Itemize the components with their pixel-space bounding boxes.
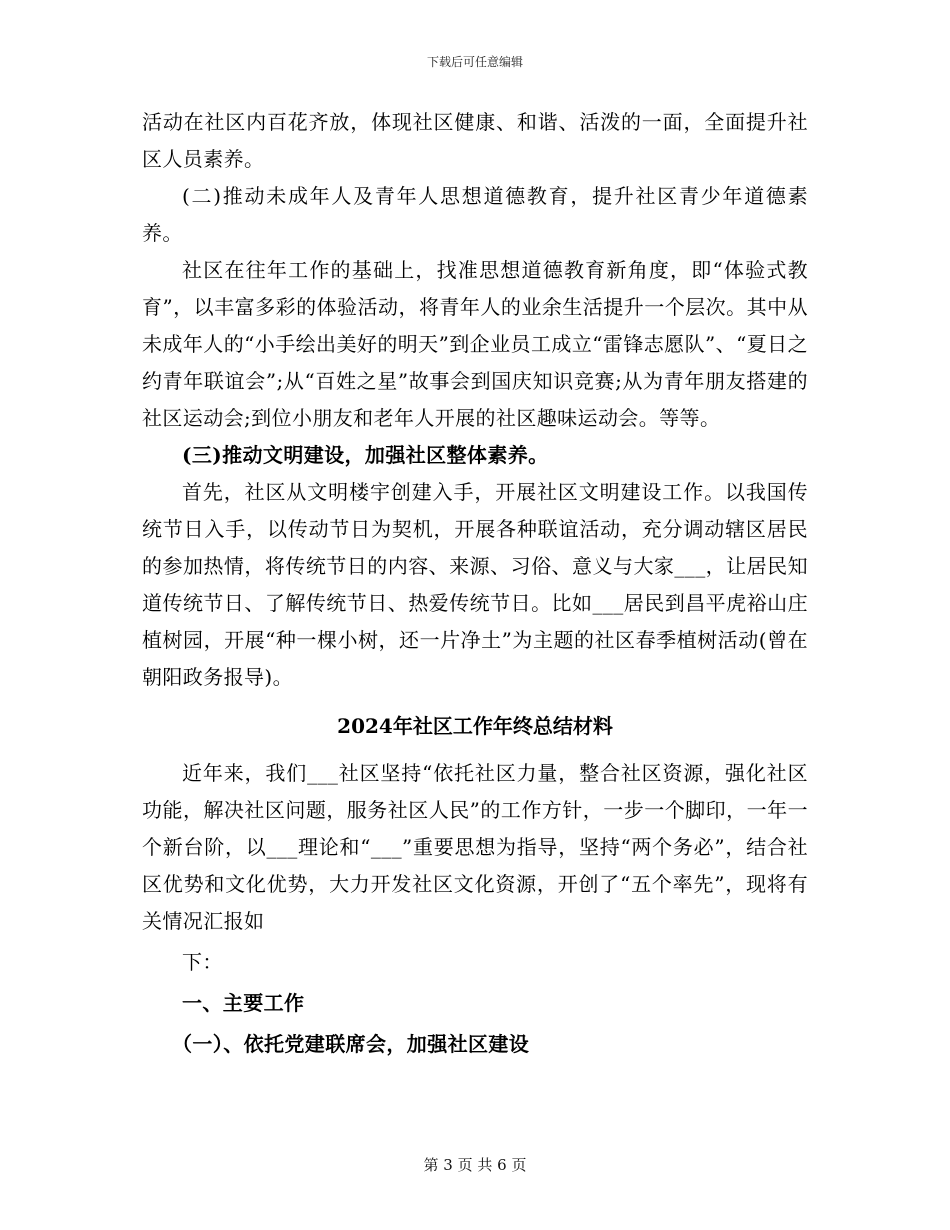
heading-main-work: 一、主要工作	[182, 991, 305, 1015]
section-title: 2024年社区工作年终总结材料	[337, 714, 613, 738]
paragraph-continuation-below: 下：	[182, 950, 223, 974]
page-footer: 第 3 页 共 6 页	[423, 1156, 527, 1174]
paragraph-continuation: 活动在社区内百花齐放，体现社区健康、和谐、活泼的一面，全面提升社区人员素养。	[142, 110, 808, 171]
paragraph-intro: 近年来，我们___社区坚持“依托社区力量，整合社区资源，强化社区功能，解决社区问题，服务社区人民”的工作方针，一步一个脚印，一年一个新台阶，以___理论和“___”重要思想为指导，坚持“两个务必”，结合社区优势和文化优势，大力开发社区文化资源，开创了“五个率先”，现将有关情况汇报如	[142, 761, 808, 933]
subheading-three: (三)推动文明建设，加强社区整体素养。	[182, 443, 549, 467]
paragraph-experience-education: 社区在往年工作的基础上，找准思想道德教育新角度，即“体验式教育”，以丰富多彩的体验活动，将青年人的业余生活提升一个层次。其中从未成年人的“小手绘出美好的明天”到企业员工成立“雷锋志愿队”、“夏日之约青年联谊会”;从“百姓之星”故事会到国庆知识竞赛;从为青年朋友搭建的社区运动会;到位小朋友和老年人开展的社区趣味运动会。等等。	[142, 258, 808, 430]
document-body	[142, 104, 808, 1063]
page-header: 下载后可任意编辑	[426, 55, 523, 69]
paragraph-civilization: 首先，社区从文明楼宇创建入手，开展社区文明建设工作。以我国传统节日入手，以传动节日为契机，开展各种联谊活动，充分调动辖区居民的参加热情，将传统节日的内容、来源、习俗、意义与大家___，让居民知道传统节日、了解传统节日、热爱传统节日。比如___居民到昌平虎裕山庄植树园，开展“种一棵小树，还一片净土”为主题的社区春季植树活动(曾在朝阳政务报导)。	[142, 480, 808, 689]
subheading-two: (二)推动未成年人及青年人思想道德教育，提升社区青少年道德素养。	[142, 184, 808, 245]
heading-party-building: （一）、依托党建联席会，加强社区建设	[172, 1032, 530, 1056]
